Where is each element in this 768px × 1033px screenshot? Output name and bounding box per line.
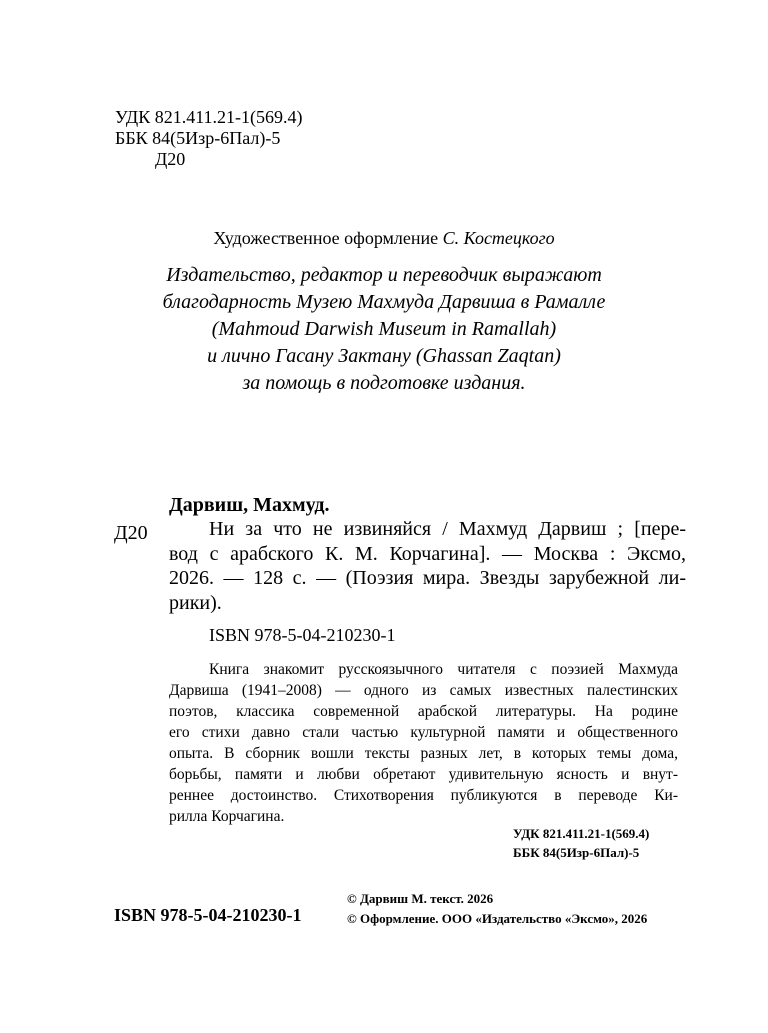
annotation-line: Дарвиша (1941–2008) — одного из самых известных палестинских (169, 682, 678, 699)
bibliographic-line: вод с арабского К. М. Корчагина]. — Москва : Эксмо, (169, 542, 686, 565)
acknowledgement-line: и лично Гасану Зактану (Ghassan Zaqtan) (207, 345, 561, 367)
annotation-line: опыта. В сборник вошли тексты разных лет, в которых темы дома, (169, 745, 678, 762)
annotation-line: его стихи давно стали частью культурной памяти и общественного (169, 724, 678, 741)
annotation (169, 659, 678, 827)
copyright-design: © Оформление. ООО «Издательство «Эксмо», 2026 (347, 911, 648, 926)
acknowledgement-line: Издательство, редактор и переводчик выражают (166, 264, 602, 286)
footer-isbn: ISBN 978-5-04-210230-1 (114, 905, 302, 925)
bibliographic-line: рики). (169, 591, 222, 614)
footer-bbk-code: ББК 84(5Изр-6Пал)-5 (513, 845, 640, 860)
bibliographic-line: Ни за что не извиняйся / Махмуд Дарвиш ; [пере- (209, 518, 686, 540)
bibliographic-line: 2026. — 128 с. — (Поэзия мира. Звезды зарубежной ли- (169, 567, 686, 589)
bibliographic-description (169, 517, 686, 615)
annotation-line: Книга знакомит русскоязычного читателя с поэзией Махмуда (209, 661, 678, 678)
classification-codes (115, 107, 303, 170)
acknowledgement-line: благодарность Музею Махмуда Дарвиша в Рамалле (162, 291, 606, 313)
design-credit (0, 228, 768, 249)
design-credit-name: С. Костецкого (442, 228, 555, 248)
annotation-line: реннее достоинство. Стихотворения публикуются в переводе Ки- (169, 787, 678, 804)
annotation-line: борьбы, памяти и любви обретают удивительную ясность и внут- (169, 766, 678, 783)
footer-classification (513, 824, 649, 862)
annotation-line: поэтов, классика современной арабской литературы. На родине (169, 703, 678, 720)
design-credit-label: Художественное оформление (213, 228, 443, 248)
author-mark: Д20 (155, 149, 186, 169)
acknowledgement-line: (Mahmoud Darwish Museum in Ramallah) (211, 318, 557, 340)
acknowledgement-line: за помощь в подготовке издания. (242, 372, 526, 394)
copyright-text: © Дарвиш М. текст. 2026 (347, 891, 494, 906)
annotation-line: рилла Корчагина. (169, 808, 285, 825)
bibliographic-author-mark: Д20 (114, 522, 148, 544)
footer-udk-code: УДК 821.411.21-1(569.4) (513, 826, 650, 841)
copyright-block (347, 889, 647, 929)
udk-code: УДК 821.411.21-1(569.4) (115, 107, 303, 127)
acknowledgement (0, 262, 768, 397)
bibliographic-isbn: ISBN 978-5-04-210230-1 (209, 625, 396, 645)
bbk-code: ББК 84(5Изр-6Пал)-5 (115, 128, 281, 148)
bibliographic-author: Дарвиш, Махмуд. (169, 494, 330, 516)
